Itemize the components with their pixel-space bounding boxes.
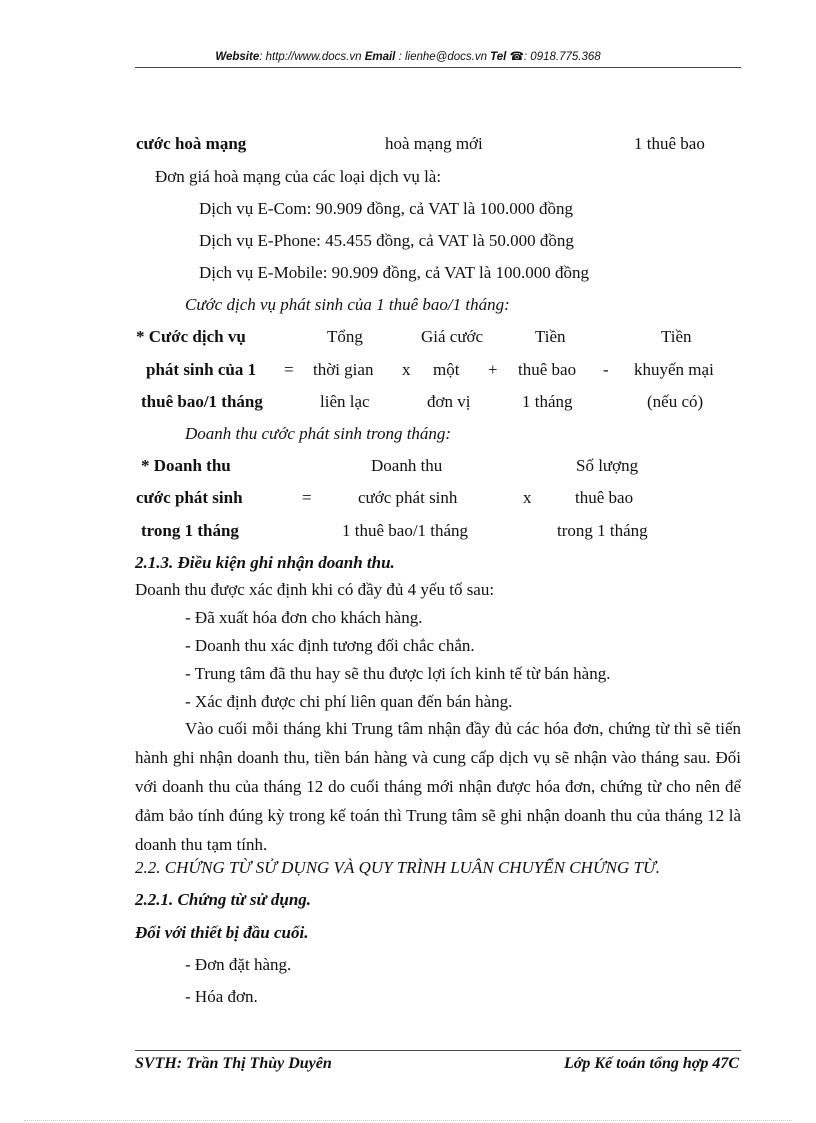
formula2-r2-c3: một — [433, 360, 460, 379]
formula1-col3: 1 thuê bao — [634, 134, 705, 153]
footer-student: SVTH: Trần Thị Thùy Duyên — [135, 1055, 332, 1072]
tel-value: : 0918.775.368 — [523, 51, 601, 63]
formula3-r2-op2: x — [523, 488, 532, 507]
formula2-r3-c2: liên lạc — [320, 392, 370, 411]
formula2-r2-c5: khuyến mại — [634, 360, 714, 379]
service-line: Dịch vụ E-Mobile: 90.909 đồng, cả VAT là 100.000 đồng — [199, 263, 590, 282]
formula1-col1: cước hoà mạng — [136, 134, 247, 153]
formula3-caption: Doanh thu cước phát sinh trong tháng: — [185, 424, 452, 443]
list-item: - Đã xuất hóa đơn cho khách hàng. — [185, 608, 423, 627]
section-lead: Doanh thu được xác định khi có đầy đủ 4 yếu tố sau: — [135, 580, 495, 599]
formula2-caption: Cước dịch vụ phát sinh của 1 thuê bao/1 tháng: — [185, 295, 510, 314]
formula2-r1-c5: Tiền — [661, 327, 692, 346]
body-paragraph: Vào cuối mỗi tháng khi Trung tâm nhận đầy đủ các hóa đơn, chứng từ thì sẽ tiến hành ghi nhận doanh thu, tiền bán hàng và cung cấp dịch vụ sẽ nhận vào tháng sau. Đối với doanh thu của tháng 12 do cuối tháng mới nhận được hóa đơn, chứng từ cho nên để đảm bảo tính đúng kỳ trong kế toán thì Trung tâm sẽ ghi nhận doanh thu của tháng 12 là doanh thu tạm tính. — [135, 719, 741, 854]
formula2-r2-c4: thuê bao — [518, 360, 577, 379]
formula2-r1-c1: * Cước dịch vụ — [136, 327, 246, 346]
sub-heading: 2.2.1. Chứng từ sử dụng. — [135, 890, 312, 909]
email-value: : lienhe@docs.vn — [398, 51, 487, 63]
website-value: : http://www.docs.vn — [259, 51, 362, 63]
formula2-r1-c2: Tổng — [327, 327, 363, 346]
formula3-r2-c1: cước phát sinh — [136, 488, 243, 507]
formula2-r2-c1: phát sinh của 1 — [146, 360, 257, 379]
list-item: - Xác định được chi phí liên quan đến bán hàng. — [185, 692, 513, 711]
formula3-r1-c1: * Doanh thu — [141, 456, 231, 475]
formula3-r2-c3: thuê bao — [575, 488, 634, 507]
page-header — [0, 49, 816, 63]
chapter-heading: 2.2. CHỨNG TỪ SỬ DỤNG VÀ QUY TRÌNH LUÂN CHUYỂN CHỨNG TỪ. — [135, 858, 661, 877]
formula3-r2-c2: cước phát sinh — [358, 488, 458, 507]
list-item: - Đơn đặt hàng. — [185, 955, 292, 974]
page-bottom-border — [24, 1120, 792, 1121]
intro-line: Đơn giá hoà mạng của các loại dịch vụ là: — [155, 167, 442, 186]
formula1-col2: hoà mạng mới — [385, 134, 483, 153]
tel-label: Tel — [490, 51, 507, 63]
list-item: - Doanh thu xác định tương đối chắc chắn. — [185, 636, 475, 655]
formula2-r1-c4: Tiền — [535, 327, 566, 346]
formula3-r2-op1: = — [302, 488, 312, 507]
header-rule — [135, 67, 741, 68]
phone-icon: ☎ — [509, 51, 524, 63]
formula2-r2-op2: x — [402, 360, 411, 379]
sub-sub-heading: Đối với thiết bị đầu cuối. — [135, 923, 309, 942]
formula3-r3-c2: 1 thuê bao/1 tháng — [342, 521, 469, 540]
formula2-r3-c5: (nếu có) — [647, 392, 704, 411]
section-heading: 2.1.3. Điều kiện ghi nhận doanh thu. — [135, 553, 395, 572]
footer-rule — [135, 1050, 741, 1051]
formula2-r3-c4: 1 tháng — [522, 392, 573, 411]
formula2-r2-op3: + — [488, 360, 498, 379]
formula3-r3-c1: trong 1 tháng — [141, 521, 239, 540]
formula3-r1-c2: Doanh thu — [371, 456, 443, 475]
email-label: Email — [364, 51, 396, 63]
service-line: Dịch vụ E-Phone: 45.455 đồng, cả VAT là 50.000 đồng — [199, 231, 574, 250]
footer-class: Lớp Kế toán tổng hợp 47C — [564, 1055, 739, 1072]
formula2-r1-c3: Giá cước — [421, 327, 484, 346]
list-item: - Hóa đơn. — [185, 987, 258, 1006]
service-line: Dịch vụ E-Com: 90.909 đồng, cả VAT là 100.000 đồng — [199, 199, 573, 218]
formula2-r2-c2: thời gian — [313, 360, 374, 379]
formula2-r3-c3: đơn vị — [427, 392, 471, 411]
formula2-r2-op1: = — [284, 360, 294, 379]
formula2-r2-op4: - — [603, 360, 609, 379]
list-item: - Trung tâm đã thu hay sẽ thu được lợi ích kinh tế từ bán hàng. — [185, 664, 611, 683]
formula3-r1-c3: Số lượng — [576, 456, 639, 475]
formula3-r3-c3: trong 1 tháng — [557, 521, 648, 540]
website-label: Website — [215, 51, 260, 63]
formula2-r3-c1: thuê bao/1 tháng — [141, 392, 263, 411]
